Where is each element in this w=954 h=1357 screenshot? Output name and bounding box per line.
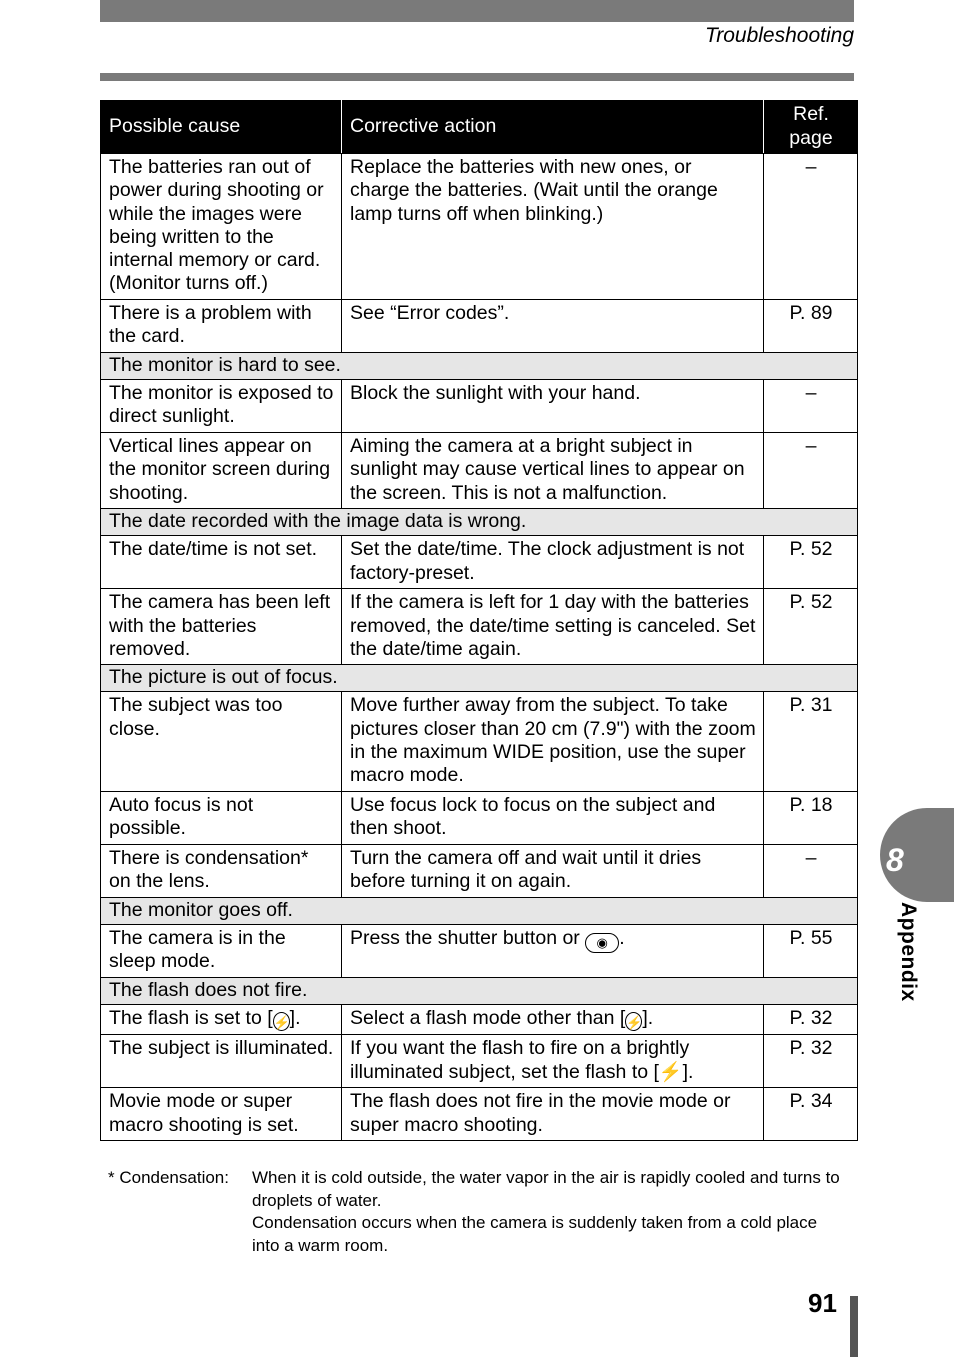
cause-cell: There is condensation* on the lens. xyxy=(101,844,342,897)
action-cell xyxy=(342,924,764,977)
cause-cell: Movie mode or super macro shooting is set. xyxy=(101,1088,342,1141)
action-text: If you want the flash to fire on a brightly illuminated subject, set the flash to [ xyxy=(350,1037,690,1083)
section-row xyxy=(101,897,858,924)
cause-cell: The batteries ran out of power during shooting or while the images were being written to the internal memory or card. (Monitor turns off.) xyxy=(101,154,342,300)
troubleshooting-table xyxy=(100,100,858,1141)
header-bar xyxy=(100,0,854,22)
section-title: Troubleshooting xyxy=(704,24,854,47)
chapter-number: 8 xyxy=(886,842,904,878)
forced-flash-icon: ⚡ xyxy=(658,1061,683,1083)
cause-cell: The monitor is exposed to direct sunlight. xyxy=(101,380,342,433)
table-row xyxy=(101,1005,858,1035)
cause-cell: The subject was too close. xyxy=(101,692,342,791)
ref-cell: P. 18 xyxy=(764,791,858,844)
ref-cell: – xyxy=(764,844,858,897)
cause-cell xyxy=(101,1005,342,1035)
section-row xyxy=(101,665,858,692)
page-number: 91 xyxy=(808,1288,837,1318)
table-row xyxy=(101,1088,858,1141)
action-text-end: . xyxy=(619,926,625,949)
action-text: Select a flash mode other than [ xyxy=(350,1007,626,1030)
action-cell: Move further away from the subject. To take pictures closer than 20 cm (7.9") with the zoom in the maximum WIDE position, use the super macro mode. xyxy=(342,692,764,791)
table-row xyxy=(101,380,858,433)
cause-text: The flash is set to [ xyxy=(109,1007,273,1030)
flash-off-icon: ⚡ xyxy=(625,1012,642,1031)
footnote-body xyxy=(252,1167,848,1257)
cause-text-end: ]. xyxy=(289,1007,301,1030)
ref-cell: – xyxy=(764,433,858,509)
section-heading: The date recorded with the image data is wrong. xyxy=(101,508,858,535)
section-heading: The monitor is hard to see. xyxy=(101,352,858,379)
ref-cell: – xyxy=(764,154,858,300)
chapter-label: Appendix xyxy=(897,902,920,1002)
section-heading: The picture is out of focus. xyxy=(101,665,858,692)
ref-cell: P. 32 xyxy=(764,1005,858,1035)
page-number-bar xyxy=(850,1296,858,1357)
ref-cell: P. 52 xyxy=(764,589,858,665)
camera-icon: ◉ xyxy=(585,933,619,953)
col-header-ref: Ref. page xyxy=(764,101,858,154)
action-cell: If the camera is left for 1 day with the batteries removed, the date/time setting is canceled. Set the date/time again. xyxy=(342,589,764,665)
cause-cell: Auto focus is not possible. xyxy=(101,791,342,844)
action-cell xyxy=(342,1035,764,1088)
table-row xyxy=(101,299,858,352)
action-cell: Aiming the camera at a bright subject in sunlight may cause vertical lines to appear on the screen. This is not a malfunction. xyxy=(342,433,764,509)
action-cell: Replace the batteries with new ones, or charge the batteries. (Wait until the orange lamp turns off when blinking.) xyxy=(342,154,764,300)
ref-cell: P. 32 xyxy=(764,1035,858,1088)
table-row xyxy=(101,536,858,589)
section-row xyxy=(101,508,858,535)
ref-cell: P. 52 xyxy=(764,536,858,589)
footnote-line: Condensation occurs when the camera is suddenly taken from a cold place into a warm room. xyxy=(252,1213,818,1255)
table-header-row xyxy=(101,101,858,154)
footnote-label: * Condensation: xyxy=(108,1168,229,1187)
cause-cell: The date/time is not set. xyxy=(101,536,342,589)
table-row xyxy=(101,589,858,665)
action-text-end: ]. xyxy=(682,1060,694,1083)
section-heading: The monitor goes off. xyxy=(101,897,858,924)
cause-cell: The camera has been left with the batteries removed. xyxy=(101,589,342,665)
table-row xyxy=(101,844,858,897)
action-text-end: ]. xyxy=(642,1007,654,1030)
footnote xyxy=(108,1167,848,1257)
cause-cell: There is a problem with the card. xyxy=(101,299,342,352)
col-header-action: Corrective action xyxy=(342,101,764,154)
action-cell: Use focus lock to focus on the subject and then shoot. xyxy=(342,791,764,844)
footnote-line: When it is cold outside, the water vapor in the air is rapidly cooled and turns to droplets of water. xyxy=(252,1168,840,1210)
action-cell: Block the sunlight with your hand. xyxy=(342,380,764,433)
section-row xyxy=(101,352,858,379)
section-heading: The flash does not fire. xyxy=(101,977,858,1004)
table-row xyxy=(101,791,858,844)
table-row xyxy=(101,433,858,509)
cause-cell: The camera is in the sleep mode. xyxy=(101,924,342,977)
cause-cell: Vertical lines appear on the monitor screen during shooting. xyxy=(101,433,342,509)
table-row xyxy=(101,924,858,977)
ref-cell: P. 34 xyxy=(764,1088,858,1141)
action-cell xyxy=(342,1005,764,1035)
table-row xyxy=(101,154,858,300)
ref-cell: P. 89 xyxy=(764,299,858,352)
action-cell: Turn the camera off and wait until it dries before turning it on again. xyxy=(342,844,764,897)
action-cell: Set the date/time. The clock adjustment is not factory-preset. xyxy=(342,536,764,589)
header-rule xyxy=(100,73,854,81)
table-row xyxy=(101,692,858,791)
section-row xyxy=(101,977,858,1004)
table-row xyxy=(101,1035,858,1088)
col-header-cause: Possible cause xyxy=(101,101,342,154)
ref-cell: – xyxy=(764,380,858,433)
flash-off-icon: ⚡ xyxy=(273,1012,290,1031)
ref-cell: P. 55 xyxy=(764,924,858,977)
action-cell: See “Error codes”. xyxy=(342,299,764,352)
ref-cell: P. 31 xyxy=(764,692,858,791)
cause-cell: The subject is illuminated. xyxy=(101,1035,342,1088)
action-text: Press the shutter button or xyxy=(350,926,580,949)
action-cell: The flash does not fire in the movie mode or super macro shooting. xyxy=(342,1088,764,1141)
